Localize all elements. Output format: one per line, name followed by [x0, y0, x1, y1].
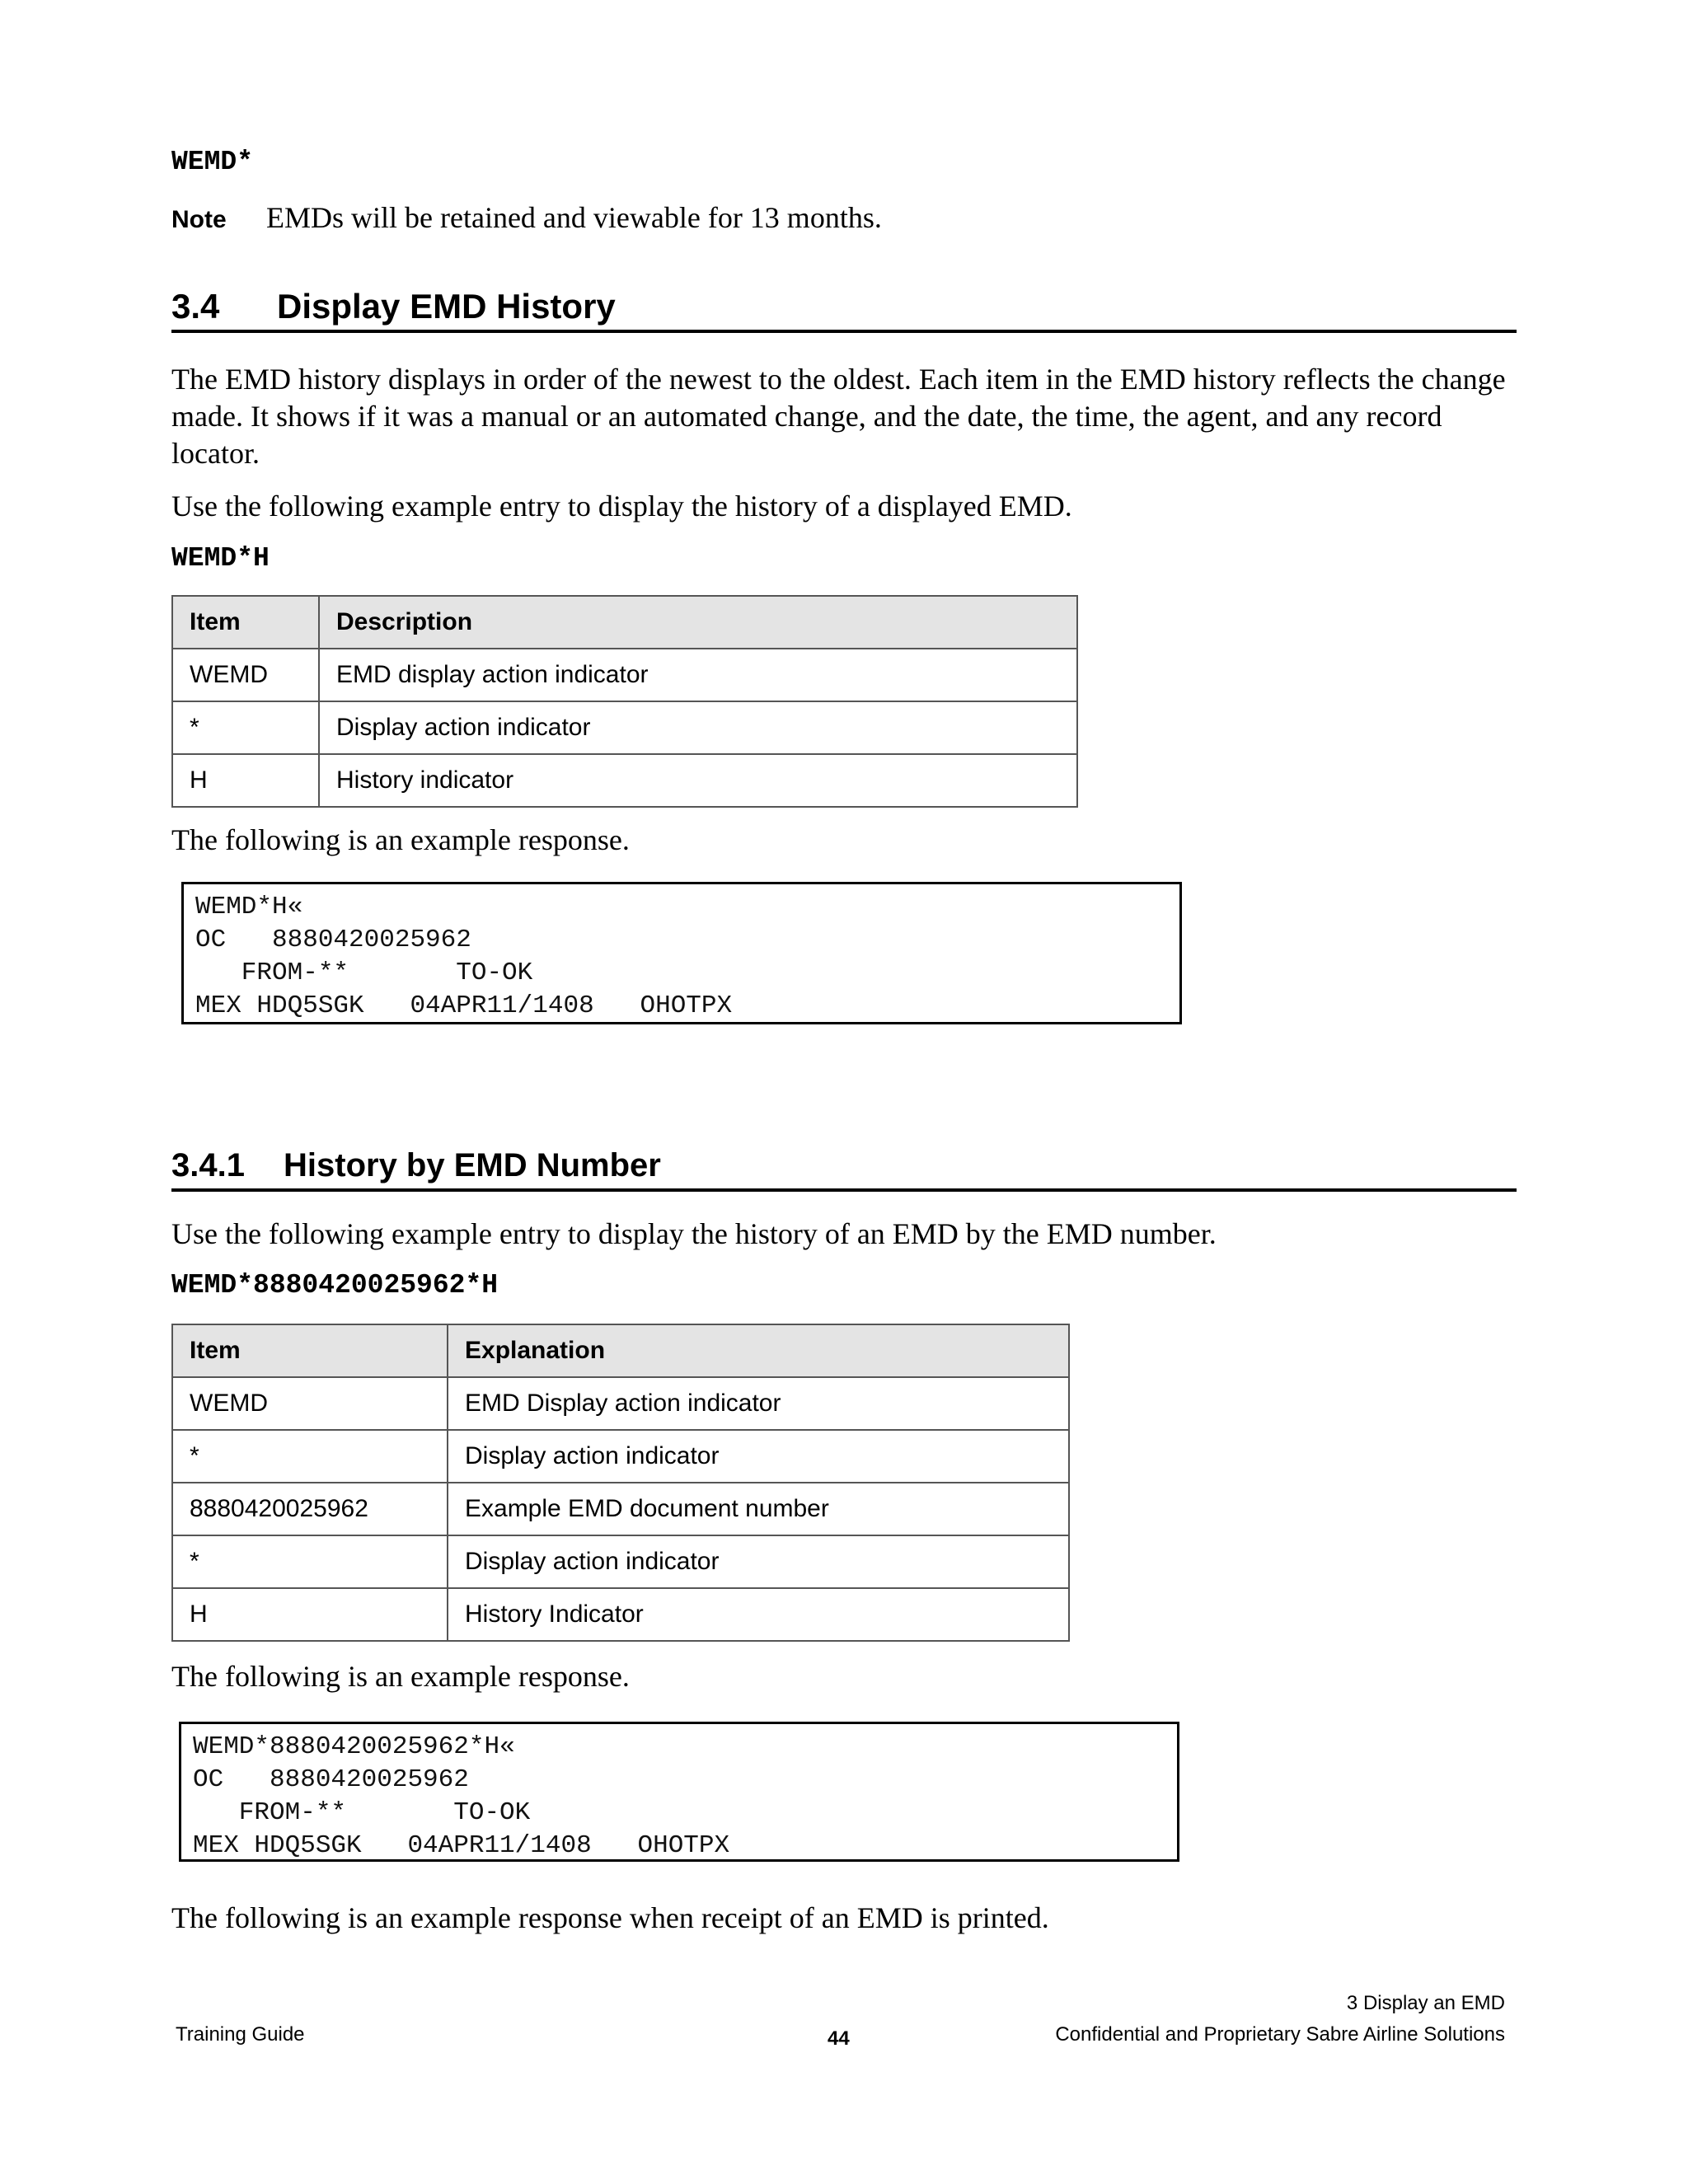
column-header: Explanation [448, 1324, 1069, 1377]
table-row [172, 701, 1077, 754]
table-cell: 8880420025962 [172, 1483, 448, 1535]
response-screen [179, 1722, 1179, 1862]
footer-chapter: 3 Display an EMD [1346, 1992, 1505, 2014]
response-line: WEMD*8880420025962*H« [193, 1732, 515, 1761]
paragraph: Use the following example entry to display the history of an EMD by the EMD number. [171, 1217, 1217, 1250]
note [171, 200, 882, 235]
table-row [172, 1377, 1069, 1430]
paragraph: The following is an example response. [171, 1660, 630, 1693]
table-cell: * [172, 1430, 448, 1483]
table-cell: Display action indicator [448, 1430, 1069, 1483]
response-line: FROM-** TO-OK [195, 958, 533, 987]
footer-left: Training Guide [176, 2023, 305, 2046]
table-row [172, 1535, 1069, 1588]
table-cell: Display action indicator [319, 701, 1077, 754]
response-line: MEX HDQ5SGK 04APR11/1408 OHOTPX [193, 1831, 730, 1860]
column-header: Description [319, 596, 1077, 649]
table-header-row [172, 1324, 1069, 1377]
table-cell: Display action indicator [448, 1535, 1069, 1588]
response-line: OC 8880420025962 [193, 1765, 469, 1794]
table-cell: * [172, 701, 319, 754]
section-number: 3.4.1 [171, 1147, 245, 1183]
paragraph: Use the following example entry to display the history of a displayed EMD. [171, 490, 1072, 523]
table-cell: EMD display action indicator [319, 649, 1077, 701]
example-entry: WEMD*8880420025962*H [171, 1270, 499, 1301]
table-header-row [172, 596, 1077, 649]
example-entry: WEMD*H [171, 543, 270, 574]
table-cell: H [172, 754, 319, 807]
paragraph: The following is an example response when receipt of an EMD is printed. [171, 1901, 1049, 1934]
top-entry: WEMD* [171, 147, 254, 177]
table-row [172, 1483, 1069, 1535]
section-number: 3.4 [171, 287, 220, 326]
table-row [172, 649, 1077, 701]
description-table [171, 595, 1078, 808]
response-screen [181, 882, 1182, 1024]
explanation-table [171, 1324, 1070, 1642]
table-cell: History indicator [319, 754, 1077, 807]
response-line: MEX HDQ5SGK 04APR11/1408 OHOTPX [195, 991, 733, 1020]
table-row [172, 1430, 1069, 1483]
section-heading-3-4 [171, 285, 1517, 333]
note-text: EMDs will be retained and viewable for 13 months. [266, 201, 882, 234]
table-cell: * [172, 1535, 448, 1588]
response-line: FROM-** TO-OK [193, 1798, 531, 1827]
section-heading-3-4-1 [171, 1144, 1517, 1192]
table-row [172, 1588, 1069, 1641]
column-header: Item [172, 596, 319, 649]
section-title: History by EMD Number [284, 1147, 661, 1183]
note-label: Note [171, 206, 227, 233]
response-line: WEMD*H« [195, 893, 303, 921]
table-cell: History Indicator [448, 1588, 1069, 1641]
paragraph: The following is an example response. [171, 823, 630, 856]
page-number: 44 [828, 2027, 850, 2050]
response-line: OC 8880420025962 [195, 926, 471, 954]
footer-right: Confidential and Proprietary Sabre Airline Solutions [1055, 2023, 1505, 2046]
paragraph: The EMD history displays in order of the newest to the oldest. Each item in the EMD history reflects the change made. It shows if it was a manual or an automated change, and the date, the time, the agent, and any record locator. [171, 363, 1506, 470]
table-cell: Example EMD document number [448, 1483, 1069, 1535]
section-title: Display EMD History [277, 287, 616, 326]
table-cell: WEMD [172, 649, 319, 701]
column-header: Item [172, 1324, 448, 1377]
table-cell: H [172, 1588, 448, 1641]
table-cell: WEMD [172, 1377, 448, 1430]
table-cell: EMD Display action indicator [448, 1377, 1069, 1430]
table-row [172, 754, 1077, 807]
